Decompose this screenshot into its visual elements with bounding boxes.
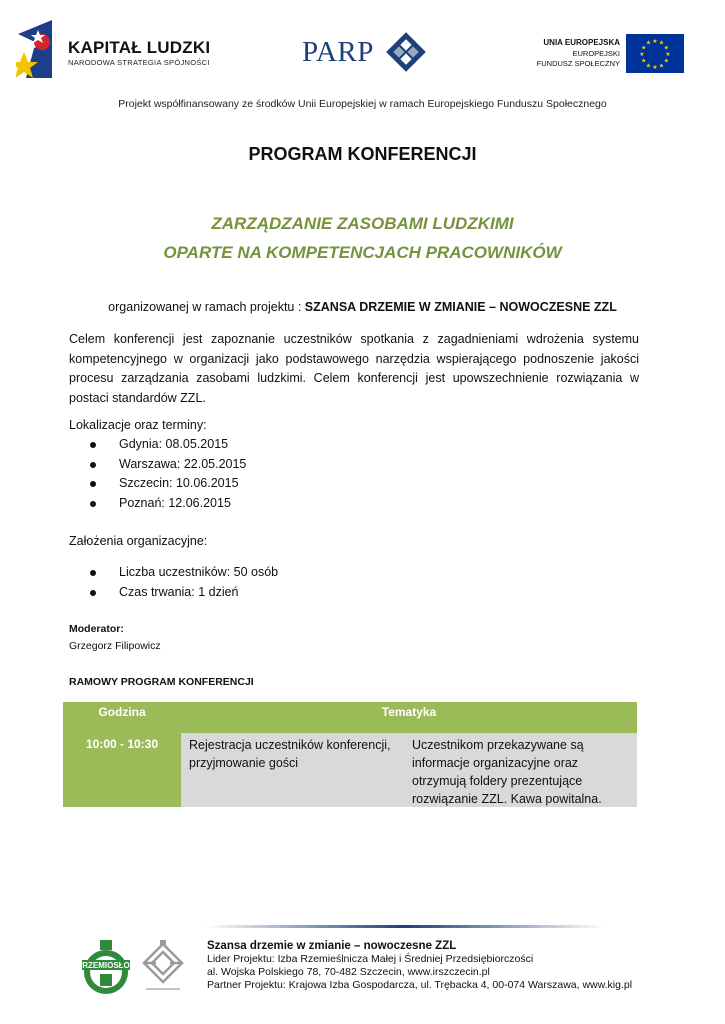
moderator-heading: Moderator: bbox=[69, 623, 124, 635]
cofinancing-note: Projekt współfinansowany ze środków Unii Europejskiej w ramach Europejskiego Funduszu Społecznego bbox=[118, 98, 607, 110]
bullet-icon bbox=[90, 462, 96, 468]
svg-text:★: ★ bbox=[663, 44, 669, 52]
svg-text:★: ★ bbox=[652, 64, 658, 71]
intro-paragraph: Celem konferencji jest zapoznanie uczestników spotkania z zagadnieniami wdrożenia systemu kompetencyjnego w organizacji jako podstawowego narzędzia wspierającego podnoszenie jakości procesu zarządzania zasobami ludzkimi. Celem konferencji jest upowszechnienie rozwiązania w postaci standardów ZZL. bbox=[69, 332, 639, 405]
cell-time bbox=[63, 733, 181, 807]
project-name: SZANSA DRZEMIE W ZMIANIE – NOWOCZESNE ZZL bbox=[304, 300, 617, 314]
eu-line-1: UNIA EUROPEJSKA bbox=[543, 38, 620, 47]
details-text: Uczestnikom przekazywane są informacje organizacyjne oraz otrzymują foldery prezentujące rozwiązanie ZZL. Kawa powitalna. bbox=[412, 738, 602, 806]
svg-text:★: ★ bbox=[663, 57, 669, 65]
locations-list bbox=[90, 435, 246, 513]
list-item bbox=[90, 435, 246, 455]
location-text: Gdynia: 08.05.2015 bbox=[119, 437, 229, 451]
rzemioslo-text: RZEMIOSŁO bbox=[82, 961, 130, 970]
eu-line-3: FUNDUSZ SPOŁECZNY bbox=[536, 59, 620, 68]
bullet-icon bbox=[90, 570, 96, 576]
footer-address: al. Wojska Polskiego 78, 70-482 Szczecin, www.irszczecin.pl bbox=[207, 966, 490, 978]
assumption-text: Czas trwania: 1 dzień bbox=[119, 584, 239, 599]
list-item bbox=[90, 474, 246, 494]
topic-text: Rejestracja uczestników konferencji, przyjmowanie gości bbox=[189, 738, 391, 770]
rzemioslo-logo bbox=[80, 938, 132, 996]
assumptions-heading: Założenia organizacyjne: bbox=[69, 534, 208, 548]
footer-project: Szansa drzemie w zmianie – nowoczesne ZZL bbox=[207, 940, 457, 952]
svg-text:★: ★ bbox=[658, 39, 665, 47]
eu-label bbox=[537, 38, 620, 70]
list-item bbox=[90, 494, 246, 514]
footer-divider bbox=[205, 925, 605, 928]
bullet-icon bbox=[90, 590, 96, 596]
subtitle-line-1: ZARZĄDZANIE ZASOBAMI LUDZKIMI bbox=[211, 214, 514, 233]
conference-subtitle bbox=[0, 209, 725, 267]
svg-text:★: ★ bbox=[652, 38, 658, 45]
list-item bbox=[90, 563, 278, 583]
page-title: PROGRAM KONFERENCJI bbox=[248, 144, 477, 164]
assumptions-list bbox=[90, 563, 278, 602]
location-text: Szczecin: 10.06.2015 bbox=[119, 476, 239, 490]
organized-note bbox=[0, 300, 725, 314]
svg-text:★: ★ bbox=[645, 62, 652, 70]
list-item bbox=[90, 455, 246, 475]
locations-heading: Lokalizacje oraz terminy: bbox=[69, 418, 207, 432]
footer-partner: Partner Projektu: Krajowa Izba Gospodarcza, ul. Trębacka 4, 00-074 Warszawa, www.kig.pl bbox=[207, 979, 633, 991]
table-row bbox=[63, 733, 637, 807]
eu-line-2: EUROPEJSKI bbox=[572, 48, 620, 58]
svg-text:★: ★ bbox=[665, 51, 671, 58]
bullet-icon bbox=[90, 442, 96, 448]
location-text: Warszawa: 22.05.2015 bbox=[119, 456, 247, 471]
footer-text bbox=[207, 940, 632, 992]
svg-text:★: ★ bbox=[639, 51, 645, 58]
moderator-name: Grzegorz Filipowicz bbox=[69, 640, 161, 652]
kapital-ludzki-subtitle: NARODOWA STRATEGIA SPÓJNOŚCI bbox=[68, 58, 210, 67]
time-text: 10:00 - 10:30 bbox=[85, 737, 159, 751]
svg-text:★: ★ bbox=[641, 44, 647, 52]
svg-text:★: ★ bbox=[645, 39, 652, 47]
parp-wordmark: PARP bbox=[302, 36, 374, 68]
kapital-ludzki-title: KAPITAŁ LUDZKI bbox=[68, 38, 211, 57]
cell-topic bbox=[181, 733, 637, 807]
footer-leader: Lider Projektu: Izba Rzemieślnicza Małej i Średniej Przedsiębiorczości bbox=[207, 953, 534, 965]
kig-logo bbox=[138, 938, 188, 996]
organized-prefix: organizowanej w ramach projektu : bbox=[108, 300, 305, 314]
assumption-text: Liczba uczestników: 50 osób bbox=[119, 565, 279, 579]
svg-text:★: ★ bbox=[658, 62, 665, 70]
eu-flag-icon bbox=[626, 34, 684, 73]
bullet-icon bbox=[90, 501, 96, 507]
svg-text:★: ★ bbox=[641, 57, 647, 65]
subtitle-line-2: OPARTE NA KOMPETENCJACH PRACOWNIKÓW bbox=[163, 243, 562, 262]
header-time: Godzina bbox=[98, 705, 146, 719]
location-text: Poznań: 12.06.2015 bbox=[119, 495, 231, 510]
bullet-icon bbox=[90, 481, 96, 487]
program-heading: RAMOWY PROGRAM KONFERENCJI bbox=[69, 676, 254, 688]
header-topic: Tematyka bbox=[381, 705, 437, 719]
table-header bbox=[63, 702, 637, 733]
list-item bbox=[90, 583, 278, 603]
